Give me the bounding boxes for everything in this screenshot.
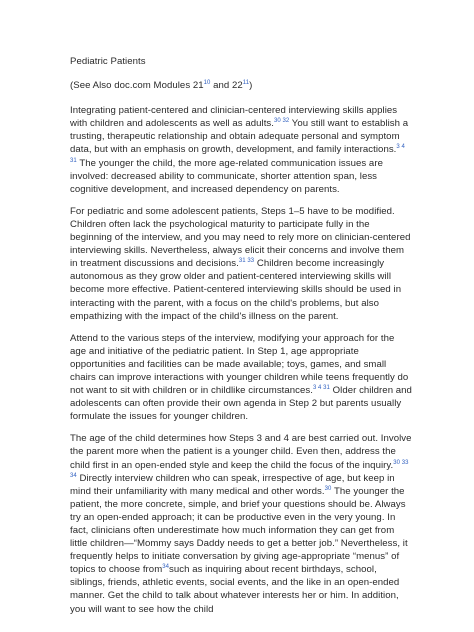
citation-link[interactable]: 30 33 34 [70, 459, 409, 479]
paragraph-4 [70, 432, 412, 615]
paragraph-text: Directly interview children who can speak, irrespective of age, but keep in mind their unfamiliarity with many medical and other words. [70, 472, 395, 497]
paragraph-text: The younger the patient, the more concrete, simple, and brief your questions should be. Always try an open-ended approach; it can be productive even in the very young. In fact, clinicians often underestimate how much information they can get from little children—“Mommy says Daddy needs to get a better job.” Nevertheless, it frequently helps to initiate conversation by giving age-appropriate “menus” of topics to choose from [70, 485, 408, 576]
paragraph-text: Integrating patient-centered and clinician-centered interviewing skills applies with children and adolescents as well as adults. [70, 105, 398, 130]
paragraph-text: You still want to establish a trusting, therapeutic relationship and obtain adequate personal and symptom data, but with an emphasis on growth, development, and family interactions. [70, 118, 409, 156]
citation-link[interactable]: 30 32 [273, 118, 290, 125]
citation-link[interactable]: 30 [324, 485, 332, 492]
see-also-prefix: (See Also doc.com Modules 21 [70, 80, 204, 92]
paragraph-2 [70, 205, 412, 323]
module-22-link[interactable]: 11 [242, 79, 250, 86]
paragraph-text: The younger the child, the more age-related communication issues are involved: decreased ability to communicate, shorter attention span, less cognitive development, and increased dependency on parents. [70, 157, 383, 195]
see-also-suffix: ) [249, 80, 253, 92]
citation-link[interactable]: 31 33 [238, 258, 255, 265]
module-21-link[interactable]: 10 [203, 79, 211, 86]
see-also-middle: and 22 [210, 80, 243, 92]
paragraph-text: such as inquiring about recent birthdays, school, siblings, friends, athletic events, social events, and the like in an open-ended manner. Get the child to talk about whatever interests her or him. In addition, you will want to see how the child [70, 564, 400, 615]
citation-link[interactable]: 3 4 31 [70, 144, 405, 164]
paragraph-text: The age of the child determines how Steps 3 and 4 are best carried out. Involve the parent more when the patient is a younger child. Even then, address the child first in an open-ended style and keep the child the focus of the inquiry. [70, 433, 412, 471]
citation-link[interactable]: 34 [162, 564, 170, 571]
paragraph-3 [70, 332, 412, 424]
paragraph-1 [70, 104, 412, 196]
citation-link[interactable]: 3 4 31 [312, 384, 330, 391]
paragraph-text: Children become increasingly autonomous as they grow older and patient-centered interviewing skills will become more effective. Patient-centered interviewing skills should be used in interacting with the parent, with a focus on the child's problems, but also empathizing with the impact of the child's illness on the parent. [70, 258, 402, 322]
section-title: Pediatric Patients [70, 56, 146, 67]
paragraph-text: For pediatric and some adolescent patients, Steps 1–5 have to be modified. Children often lack the psychological maturity to participate fully in the beginning of the interview, and you may need to rely more on clinician-centered interviewing skills. Nevertheless, always elicit their concerns and involve them in treatment discussions and decisions. [70, 205, 411, 270]
paragraph-text: Attend to the various steps of the interview, modifying your approach for the age and initiative of the pediatric patient. In Step 1, age appropriate opportunities and facilities can be made available; toys, games, and small chairs can improve interactions with younger children while teens frequently do not want to sit with children or in childlike circumstances. [70, 332, 409, 397]
paragraph-text: Older children and adolescents can often provide their own agenda in Step 2 but parents usually formulate the issues for younger children. [70, 385, 412, 423]
see-also-line [70, 79, 412, 92]
